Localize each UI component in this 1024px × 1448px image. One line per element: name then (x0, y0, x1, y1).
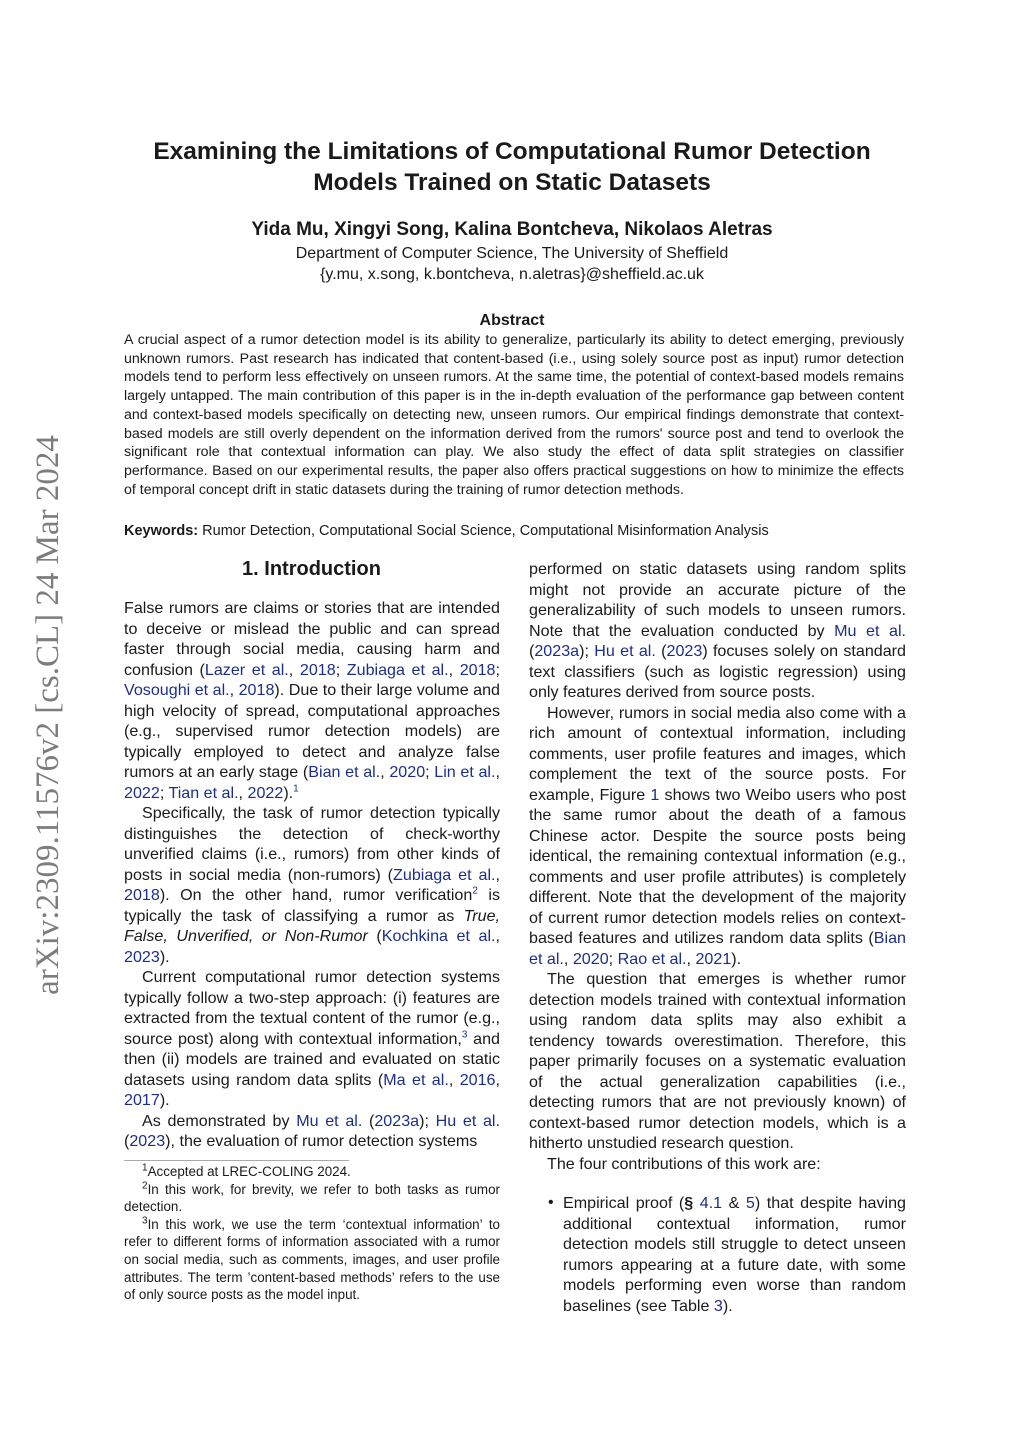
text: , (238, 783, 248, 802)
text: Empirical proof ( (563, 1194, 685, 1212)
citation-link[interactable]: Lin et al. (434, 763, 496, 781)
figure-link[interactable]: 1 (650, 785, 660, 804)
text: ; (608, 949, 618, 968)
citation-link[interactable]: 2018 (124, 886, 160, 904)
text: ). (722, 1296, 733, 1315)
text: False rumors are claims or stories that are intended to deceive or mislead the public and can spread faster through social media, causing harm and confusion ( (124, 599, 500, 679)
citation-link[interactable]: Ma et al. (383, 1070, 449, 1089)
text: ). (283, 783, 294, 802)
keywords-text: Rumor Detection, Computational Social Science, Computational Misinformation Analysis (198, 523, 769, 539)
text: , (495, 763, 500, 781)
text: , (495, 865, 500, 884)
footnote-marker[interactable]: 2 (472, 885, 478, 897)
affiliation: Department of Computer Science, The University of Sheffield (295, 245, 729, 262)
text: , (229, 681, 239, 699)
text: ( (655, 642, 667, 660)
citation-link[interactable]: Lazer et al. (204, 660, 289, 679)
citation-link[interactable]: 2018 (459, 660, 496, 679)
text: ); (579, 642, 595, 660)
text: ; (159, 783, 169, 802)
intro-paragraph-2 (124, 803, 500, 967)
citation-link[interactable]: 2022 (124, 783, 160, 802)
left-column (124, 598, 500, 1152)
text: ( (529, 642, 535, 660)
footnotes (124, 1163, 500, 1304)
footnote-1 (124, 1163, 500, 1181)
keywords-label: Keywords: (124, 523, 199, 539)
text: ). (159, 1091, 170, 1109)
footnote-divider (124, 1160, 349, 1161)
footnote-2 (124, 1181, 500, 1216)
title-line-1: Examining the Limitations of Computational Rumor Detection (153, 138, 871, 165)
abstract-heading: Abstract (479, 312, 545, 329)
footnote-marker[interactable]: 1 (293, 783, 299, 795)
citation-link[interactable]: Kochkina et al. (381, 927, 496, 945)
text: ) that despite having additional contextual information, rumor detection models still struggle to detect unseen rumors appearing at a future date, with some models performing even worse than random baselines (see Table (563, 1194, 906, 1315)
text: ; (425, 763, 435, 781)
footnote-number: 3 (142, 1215, 148, 1227)
text: ( (367, 927, 382, 945)
citation-link[interactable]: Tian et al. (168, 783, 239, 802)
text: ). (731, 949, 742, 968)
citation-link[interactable]: 2023 (129, 1132, 166, 1150)
emphasis-text: True, False, Unverified, or Non-Rumor (124, 906, 500, 945)
right-paragraph-2 (529, 703, 906, 970)
citation-link[interactable]: Mu et al. (296, 1111, 363, 1130)
authors: Yida Mu, Xingyi Song, Kalina Bontcheva, Nikolaos Aletras (251, 219, 773, 240)
citation-link[interactable]: 2023a (374, 1111, 420, 1130)
text: , (495, 927, 500, 945)
text: ). On the other hand, rumor verification (159, 886, 473, 904)
footnote-number: 1 (142, 1162, 148, 1174)
citation-link[interactable]: 2018 (238, 681, 275, 699)
citation-link[interactable]: 2022 (247, 783, 284, 802)
text: is typically the task of classifying a rumor as (124, 886, 500, 925)
footnote-marker[interactable]: 3 (461, 1029, 468, 1041)
citation-link[interactable]: Rao et al. (617, 949, 687, 968)
section-link[interactable]: 4.1 (699, 1194, 723, 1212)
citation-link[interactable]: 2018 (299, 660, 336, 679)
abstract-text: A crucial aspect of a rumor detection model is its ability to generalize, particularly its ability to detect emerging, previously unknown rumors. Past research has indicated that content-based (i.e., using solely source post as input) rumor detection models tend to perform less effectively on unseen rumors. At the same time, the potential of context-based models remains largely untapped. The main contribution of this paper is in the in-depth evaluation of the performance gap between content and context-based models specifically on detecting new, unseen rumors. Our empirical findings demonstrate that context-based models are still overly dependent on the information derived from the rumors' source post and tend to overlook the significant role that contextual information can play. We also study the effect of data split strategies on classifier performance. Based on our experimental results, the paper also offers practical suggestions on how to minimize the effects of temporal concept drift in static datasets during the training of rumor detection methods. (124, 332, 904, 498)
citation-link[interactable]: 2023 (666, 642, 703, 660)
right-paragraph-4: The four contributions of this work are: (547, 1154, 821, 1173)
citation-link[interactable]: Zubiaga et al. (393, 865, 496, 884)
text: ) focuses solely on standard text classifiers (such as logistic regression) using only features derived from source posts. (529, 642, 906, 701)
bullet-marker: • (548, 1194, 554, 1211)
text: ; (495, 660, 500, 679)
text: performed on static datasets using random splits might not provide an accurate picture of the generalizability of such models to unseen rumors. Note that the evaluation conducted by (529, 560, 906, 640)
text: shows two Weibo users who post the same rumor about the death of a famous Chinese actor. Despite the source posts being identical, the remaining contextual information (e.g., comments and user profile attributes) is completely different. Note that the development of the majority of current rumor detection models relies on context-based features and utilizes random data splits ( (529, 785, 906, 947)
text: , (495, 1070, 500, 1089)
right-paragraph-1 (529, 559, 906, 703)
right-column (529, 559, 906, 1174)
citation-link[interactable]: Mu et al. (834, 621, 906, 640)
citation-link[interactable]: 2020 (389, 763, 426, 781)
citation-link[interactable]: Hu et al. (594, 642, 656, 660)
arxiv-identifier: arXiv:2309.11576v2 [cs.CL] 24 Mar 2024 (30, 435, 66, 995)
footnote-text: In this work, we use the term ‘contextual information’ to refer to different forms of information associated with a rumor on social media, such as comments, images, and user profile attributes. The term ’content-based methods’ refers to the use of only source posts as the model input. (124, 1216, 500, 1303)
keywords (124, 522, 904, 541)
section-link[interactable]: 5 (745, 1194, 755, 1212)
text: However, rumors in social media also come with a rich amount of contextual information, including comments, user profile features and images, which complement the text of the source posts. For example, Figure (529, 703, 906, 804)
author-emails: {y.mu, x.song, k.bontcheva, n.aletras}@sheffield.ac.uk (320, 266, 704, 283)
citation-link[interactable]: 2023 (124, 947, 160, 966)
text: , (288, 660, 300, 679)
citation-link[interactable]: 2021 (695, 949, 732, 968)
section-sign: § (684, 1194, 694, 1212)
text: and then (ii) models are trained and evaluated on static datasets using random data splits ( (124, 1029, 500, 1089)
citation-link[interactable]: 2020 (572, 949, 609, 968)
contribution-item-1 (563, 1193, 906, 1316)
footnote-number: 2 (142, 1180, 148, 1192)
text: ), the evaluation of rumor detection systems (165, 1132, 478, 1150)
text: , (448, 1070, 460, 1089)
text: ; (335, 660, 347, 679)
citation-link[interactable]: Bian et al. (529, 929, 906, 968)
footnote-3 (124, 1216, 500, 1304)
text: ). (159, 947, 170, 966)
citation-link[interactable]: 2016 (459, 1070, 496, 1089)
section-heading-introduction: 1. Introduction (242, 558, 381, 580)
citation-link[interactable]: Bian et al. (308, 763, 381, 781)
text: & (722, 1194, 746, 1212)
text: As demonstrated by (142, 1111, 297, 1130)
text: , (380, 763, 390, 781)
citation-link[interactable]: Hu et al. (435, 1111, 500, 1130)
paper-title (120, 136, 904, 198)
intro-paragraph-4 (124, 1111, 500, 1152)
text: ( (124, 1132, 130, 1150)
title-line-2: Models Trained on Static Datasets (313, 169, 711, 196)
table-link[interactable]: 3 (713, 1296, 723, 1315)
text: ); (419, 1111, 436, 1130)
text: , (563, 949, 573, 968)
right-paragraph-3: The question that emerges is whether rumor detection models trained with contextual information using random data splits may also exhibit a tendency towards overestimation. Therefore, this paper primarily focuses on a systematic evaluation of the actual generalization capabilities (i.e., detecting rumors that are not previously known) of context-based rumor detection models, which is a hitherto unstudied research question. (529, 970, 906, 1152)
footnote-text: Accepted at LREC-COLING 2024. (147, 1164, 351, 1179)
text: , (686, 949, 696, 968)
text: Specifically, the task of rumor detection typically distinguishes the detection of check-worthy unverified claims (i.e., rumors) from other kinds of posts in social media (non-rumors) ( (124, 804, 500, 884)
intro-paragraph-3 (124, 967, 500, 1111)
text: ). Due to their large volume and high velocity of spread, computational approaches (e.g., supervised rumor detection models) are typically employed to detect and analyze false rumors at an early stage ( (124, 681, 500, 781)
citation-link[interactable]: 2023a (534, 642, 580, 660)
intro-paragraph-1 (124, 598, 500, 803)
footnote-text: In this work, for brevity, we refer to both tasks as rumor detection. (124, 1181, 500, 1215)
text: ( (362, 1111, 375, 1130)
citation-link[interactable]: Vosoughi et al. (124, 681, 230, 699)
citation-link[interactable]: 2017 (124, 1091, 160, 1109)
citation-link[interactable]: Zubiaga et al. (346, 660, 449, 679)
text: , (448, 660, 460, 679)
text: Current computational rumor detection systems typically follow a two-step approach: (i) features are extracted from the textual content of the rumor (e.g., source post) along with contextual information, (124, 968, 500, 1048)
